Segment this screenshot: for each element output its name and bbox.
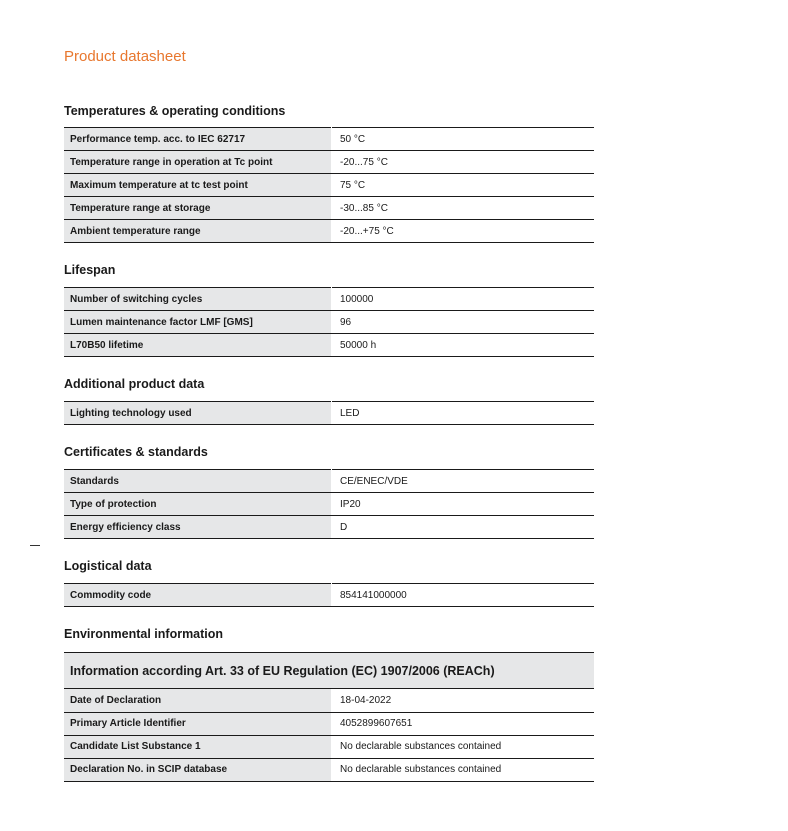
table-row bbox=[64, 220, 594, 243]
section-lifespan bbox=[64, 260, 594, 357]
temperatures-table bbox=[64, 127, 594, 243]
lifespan-table bbox=[64, 287, 594, 357]
row-label: Date of Declaration bbox=[64, 689, 332, 712]
logistical-data-table bbox=[64, 583, 594, 607]
table-row bbox=[64, 758, 594, 781]
table-row bbox=[64, 288, 594, 311]
table-row bbox=[64, 470, 594, 493]
row-value: 4052899607651 bbox=[332, 712, 595, 735]
section-heading: Additional product data bbox=[64, 377, 205, 391]
section-environmental bbox=[64, 624, 594, 782]
row-value: 854141000000 bbox=[332, 584, 595, 607]
page-edge-mark bbox=[30, 545, 40, 546]
table-row bbox=[64, 174, 594, 197]
row-label: Candidate List Substance 1 bbox=[64, 735, 332, 758]
row-value: -20...+75 °C bbox=[332, 220, 595, 243]
row-value: -20...75 °C bbox=[332, 151, 595, 174]
table-row bbox=[64, 516, 594, 539]
section-certificates bbox=[64, 442, 594, 539]
section-additional-data bbox=[64, 374, 594, 425]
row-value: 75 °C bbox=[332, 174, 595, 197]
row-label: Maximum temperature at tc test point bbox=[64, 174, 332, 197]
row-label: Ambient temperature range bbox=[64, 220, 332, 243]
section-heading: Lifespan bbox=[64, 263, 116, 277]
table-row bbox=[64, 311, 594, 334]
table-row bbox=[64, 712, 594, 735]
reach-subheading: Information according Art. 33 of EU Regulation (EC) 1907/2006 (REACh) bbox=[64, 652, 594, 689]
row-label: Number of switching cycles bbox=[64, 288, 332, 311]
table-row bbox=[64, 584, 594, 607]
row-label: Type of protection bbox=[64, 493, 332, 516]
row-label: Performance temp. acc. to IEC 62717 bbox=[64, 128, 332, 151]
row-value: LED bbox=[332, 402, 595, 425]
row-label: Commodity code bbox=[64, 584, 332, 607]
row-value: 18-04-2022 bbox=[332, 689, 595, 712]
row-label: Declaration No. in SCIP database bbox=[64, 758, 332, 781]
row-label: L70B50 lifetime bbox=[64, 334, 332, 357]
row-value: CE/ENEC/VDE bbox=[332, 470, 595, 493]
table-row bbox=[64, 151, 594, 174]
row-value: IP20 bbox=[332, 493, 595, 516]
row-label: Lumen maintenance factor LMF [GMS] bbox=[64, 311, 332, 334]
table-row bbox=[64, 334, 594, 357]
certificates-table bbox=[64, 469, 594, 539]
row-value: 96 bbox=[332, 311, 595, 334]
row-value: 50 °C bbox=[332, 128, 595, 151]
table-row bbox=[64, 735, 594, 758]
table-row bbox=[64, 402, 594, 425]
section-heading: Environmental information bbox=[64, 627, 224, 641]
table-row bbox=[64, 128, 594, 151]
section-logistical-data bbox=[64, 556, 594, 607]
row-value: No declarable substances contained bbox=[332, 735, 595, 758]
table-row bbox=[64, 493, 594, 516]
section-heading: Certificates & standards bbox=[64, 445, 208, 459]
row-value: 100000 bbox=[332, 288, 595, 311]
row-value: No declarable substances contained bbox=[332, 758, 595, 781]
additional-data-table bbox=[64, 401, 594, 425]
row-value: -30...85 °C bbox=[332, 197, 595, 220]
environmental-table bbox=[64, 689, 594, 782]
row-label: Primary Article Identifier bbox=[64, 712, 332, 735]
row-value: D bbox=[332, 516, 595, 539]
section-temperatures bbox=[64, 101, 594, 243]
row-label: Temperature range in operation at Tc point bbox=[64, 151, 332, 174]
row-label: Temperature range at storage bbox=[64, 197, 332, 220]
section-heading: Logistical data bbox=[64, 559, 152, 573]
row-value: 50000 h bbox=[332, 334, 595, 357]
page-title: Product datasheet bbox=[64, 48, 186, 65]
row-label: Standards bbox=[64, 470, 332, 493]
section-heading: Temperatures & operating conditions bbox=[64, 104, 286, 118]
row-label: Lighting technology used bbox=[64, 402, 332, 425]
table-row bbox=[64, 197, 594, 220]
row-label: Energy efficiency class bbox=[64, 516, 332, 539]
table-row bbox=[64, 689, 594, 712]
